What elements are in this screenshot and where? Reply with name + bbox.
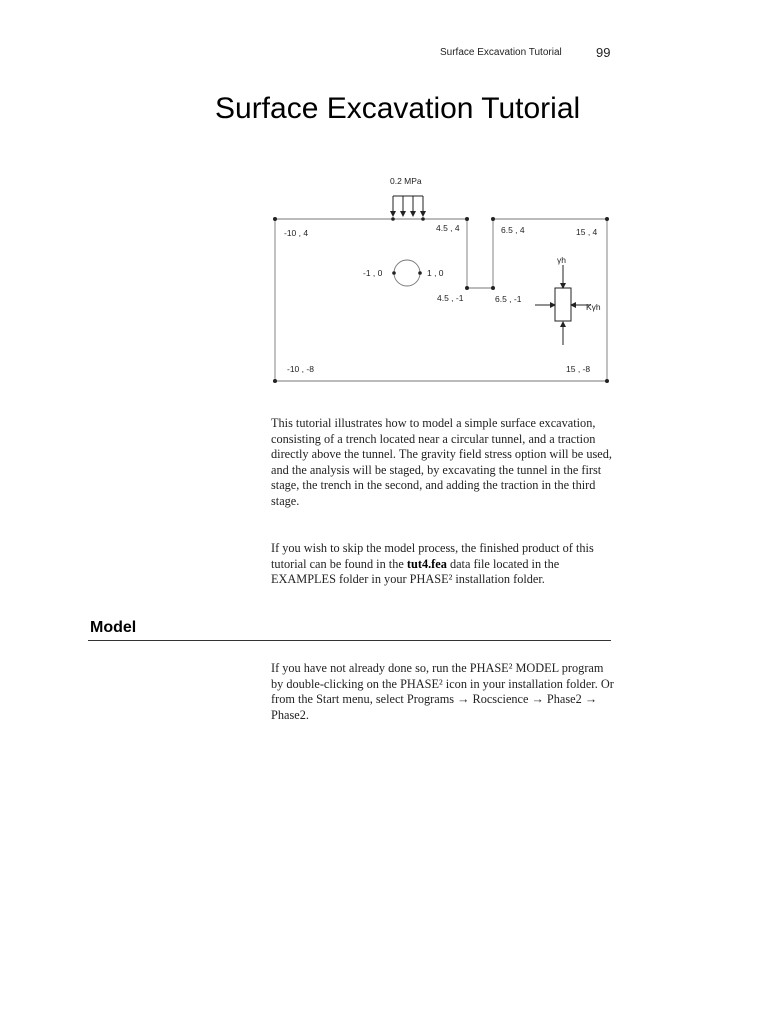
intro-paragraph: This tutorial illustrates how to model a simple surface excavation, consisting of a trench located near a circular tunnel, and a traction directly above the tunnel. The gravity field stress option will be used, and the analysis will be staged, by excavating the tunnel in the first stage, the trench in the second, and adding the traction in the third stage.	[271, 416, 612, 508]
load-label: 0.2 MPa	[390, 176, 422, 186]
page-number: 99	[596, 45, 611, 60]
running-header: Surface Excavation Tutorial	[440, 47, 562, 58]
horizontal-stress-label: Kγh	[586, 302, 601, 312]
label-trench-left-top: 4.5 , 4	[436, 223, 460, 233]
tunnel-circle	[394, 260, 420, 286]
label-bottom-left: -10 , -8	[287, 364, 314, 374]
model-diagram	[260, 170, 620, 395]
stress-element	[535, 265, 591, 345]
skip-text-before: If you wish to skip the model process, the finished product of this tutorial can be found in the	[271, 541, 594, 571]
skip-paragraph	[271, 541, 616, 588]
section-divider	[88, 640, 611, 641]
traction-load	[393, 196, 423, 214]
label-top-right: 15 , 4	[576, 227, 598, 237]
section-heading-model: Model	[90, 619, 137, 636]
label-trench-left-bottom: 4.5 , -1	[437, 293, 464, 303]
label-tunnel-right: 1 , 0	[427, 268, 444, 278]
label-trench-right-top: 6.5 , 4	[501, 225, 525, 235]
label-tunnel-left: -1 , 0	[363, 268, 383, 278]
label-bottom-right: 15 , -8	[566, 364, 591, 374]
page-title: Surface Excavation Tutorial	[215, 92, 581, 125]
skip-text-after: data file located in the EXAMPLES folder in your PHASE² installation folder.	[271, 556, 560, 586]
label-trench-right-bottom: 6.5 , -1	[495, 294, 522, 304]
label-top-left: -10 , 4	[284, 228, 309, 238]
vertical-stress-label: γh	[557, 255, 566, 265]
example-file-name: tut4.fea	[406, 556, 447, 571]
model-paragraph: If you have not already done so, run the PHASE² MODEL program by double-clicking on the PHASE² icon in your installation folder. Or from the Start menu, select Programs → Rocscience → Phase2 → Phase2.	[271, 661, 614, 722]
